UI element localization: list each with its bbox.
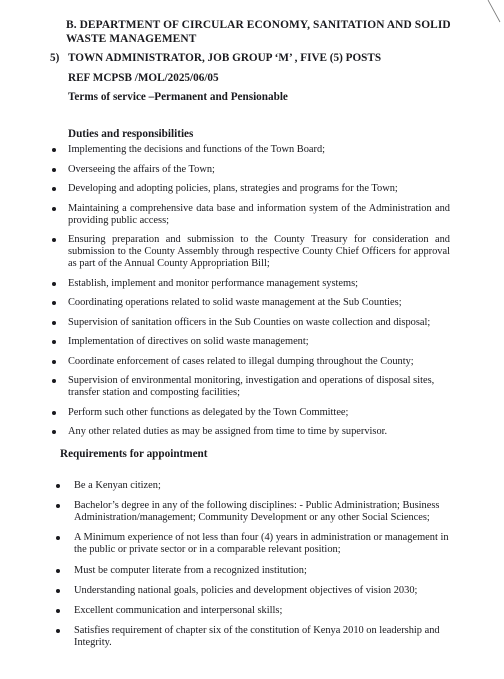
list-item: Excellent communication and interpersonal skills; [54, 605, 450, 617]
requirements-list [54, 480, 450, 657]
list-item: Understanding national goals, policies and development objectives of vision 2030; [54, 585, 450, 597]
bullet-icon [52, 282, 56, 286]
list-item: Ensuring preparation and submission to the County Treasury for consideration and submission to the County Assembly through respective County Chief Officers for approval as part of the Annual County Appropriation Bill; [50, 234, 450, 270]
post-number: 5) [50, 52, 60, 64]
bullet-icon [56, 569, 60, 573]
bullet-icon [52, 148, 56, 152]
list-item: Establish, implement and monitor performance management systems; [50, 278, 450, 290]
bullet-icon [52, 187, 56, 191]
bullet-icon [52, 379, 56, 383]
bullet-icon [52, 168, 56, 172]
duties-heading: Duties and responsibilities [68, 128, 194, 140]
duties-list [50, 144, 450, 446]
list-item: Be a Kenyan citizen; [54, 480, 450, 492]
list-item: Coordinating operations related to solid waste management at the Sub Counties; [50, 297, 450, 309]
list-item: Supervision of environmental monitoring, investigation and operations of disposal sites, transfer station and composting facilities; [50, 375, 450, 399]
department-heading-line2: WASTE MANAGEMENT [66, 33, 197, 45]
page-fold-mark [462, 0, 502, 30]
bullet-icon [52, 360, 56, 364]
list-item: Any other related duties as may be assigned from time to time by supervisor. [50, 426, 450, 438]
department-heading-line1: B. DEPARTMENT OF CIRCULAR ECONOMY, SANITATION AND SOLID [66, 19, 451, 31]
bullet-icon [56, 609, 60, 613]
post-reference: REF MCPSB /MOL/2025/06/05 [68, 72, 219, 84]
list-item: Implementation of directives on solid waste management; [50, 336, 450, 348]
bullet-icon [52, 340, 56, 344]
bullet-icon [52, 238, 56, 242]
bullet-icon [52, 207, 56, 211]
list-item: Coordinate enforcement of cases related to illegal dumping throughout the County; [50, 356, 450, 368]
requirements-heading: Requirements for appointment [60, 448, 208, 460]
list-item: Maintaining a comprehensive data base and information system of the Administration and providing public access; [50, 203, 450, 227]
post-title-text: TOWN ADMINISTRATOR, JOB GROUP ‘M’ , FIVE (5) POSTS [68, 52, 382, 64]
bullet-icon [52, 321, 56, 325]
list-item: A Minimum experience of not less than four (4) years in administration or management in the public or private sector or in a comparable relevant position; [54, 532, 450, 556]
bullet-icon [56, 536, 60, 540]
bullet-icon [56, 629, 60, 633]
bullet-icon [56, 484, 60, 488]
list-item: Developing and adopting policies, plans, strategies and programs for the Town; [50, 183, 450, 195]
department-heading [66, 18, 466, 46]
terms-of-service: Terms of service –Permanent and Pensionable [68, 91, 288, 103]
list-item: Must be computer literate from a recognized institution; [54, 565, 450, 577]
list-item: Bachelor’s degree in any of the following disciplines: - Public Administration; Business Administration/management; Community Development or any other Social Sciences; [54, 500, 450, 524]
bullet-icon [52, 411, 56, 415]
list-item: Perform such other functions as delegated by the Town Committee; [50, 407, 450, 419]
bullet-icon [56, 589, 60, 593]
list-item: Overseeing the affairs of the Town; [50, 164, 450, 176]
bullet-icon [56, 504, 60, 508]
bullet-icon [52, 301, 56, 305]
bullet-icon [52, 430, 56, 434]
list-item: Supervision of sanitation officers in the Sub Counties on waste collection and disposal; [50, 317, 450, 329]
list-item: Implementing the decisions and functions of the Town Board; [50, 144, 450, 156]
list-item: Satisfies requirement of chapter six of the constitution of Kenya 2010 on leadership and Integrity. [54, 625, 450, 649]
post-title [50, 52, 381, 64]
